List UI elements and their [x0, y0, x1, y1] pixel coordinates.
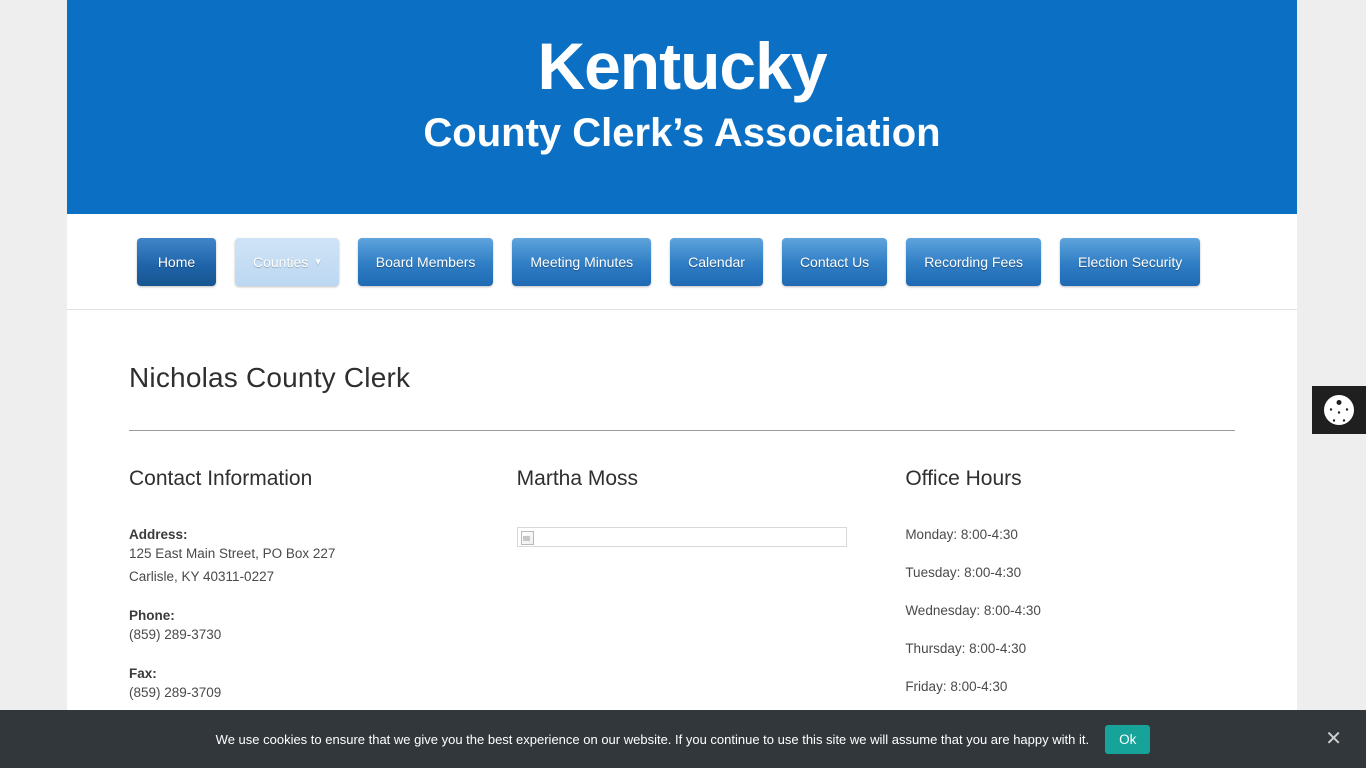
address-label: Address:: [129, 527, 188, 542]
cookie-ok-button[interactable]: Ok: [1105, 725, 1150, 754]
page-title: Nicholas County Clerk: [129, 362, 411, 393]
office-hours-monday: Monday: 8:00-4:30: [905, 527, 1018, 542]
close-icon[interactable]: ✕: [1325, 728, 1342, 750]
nav-item-meeting-minutes[interactable]: [512, 238, 651, 286]
nav-item-counties-label: Counties: [253, 253, 309, 270]
chevron-down-icon: ▾: [315, 256, 321, 268]
accessibility-button[interactable]: [1312, 386, 1366, 434]
nav-item-counties[interactable]: [235, 238, 339, 286]
banner-inner: [67, 0, 1297, 155]
banner-title: Kentucky: [537, 29, 827, 103]
contact-information-heading: Contact Information: [129, 467, 313, 490]
nav-item-recording-fees-label: Recording Fees: [924, 253, 1024, 270]
nav-item-board-members[interactable]: [358, 238, 494, 286]
site-banner: [67, 0, 1297, 214]
cookie-message: We use cookies to ensure that we give you the best experience on our website. If you continue to use this site we will assume that you are happy with it.: [215, 731, 1090, 747]
nav-item-home[interactable]: [137, 238, 216, 286]
accessibility-icon: [1324, 395, 1354, 425]
nav-item-meeting-minutes-label: Meeting Minutes: [530, 253, 634, 270]
address-line-2: Carlisle, KY 40311-0227: [129, 568, 275, 584]
nav-item-election-security[interactable]: [1060, 238, 1200, 286]
fax-label: Fax:: [129, 665, 157, 681]
main-navigation: [67, 214, 1297, 310]
fax-value: (859) 289-3709: [129, 684, 222, 700]
clerk-photo-broken-image-icon: [517, 527, 847, 547]
cookie-consent-bar: [0, 710, 1366, 768]
nav-item-calendar-label: Calendar: [688, 253, 745, 270]
title-divider: [129, 430, 1235, 431]
office-hours-wednesday: Wednesday: 8:00-4:30: [905, 603, 1041, 618]
office-hours-thursday: Thursday: 8:00-4:30: [905, 641, 1027, 656]
page-content: [67, 310, 1297, 755]
nav-item-calendar[interactable]: [670, 238, 763, 286]
nav-item-election-security-label: Election Security: [1078, 253, 1183, 270]
nav-item-home-label: Home: [157, 253, 196, 270]
phone-label: Phone:: [129, 607, 175, 623]
site-container: [67, 0, 1297, 768]
nav-item-board-members-label: Board Members: [375, 253, 476, 270]
office-hours-tuesday: Tuesday: 8:00-4:30: [905, 565, 1022, 580]
phone-value[interactable]: (859) 289-3730: [129, 626, 222, 642]
address-line-1: 125 East Main Street, PO Box 227: [129, 546, 336, 561]
nav-item-recording-fees[interactable]: [906, 238, 1041, 286]
banner-subtitle: County Clerk’s Association: [423, 111, 941, 156]
office-hours-heading: Office Hours: [905, 467, 1022, 490]
office-hours-friday: Friday: 8:00-4:30: [905, 679, 1008, 694]
nav-item-contact-us[interactable]: [782, 238, 887, 286]
nav-item-contact-us-label: Contact Us: [799, 253, 870, 270]
clerk-name-heading: Martha Moss: [516, 467, 639, 490]
